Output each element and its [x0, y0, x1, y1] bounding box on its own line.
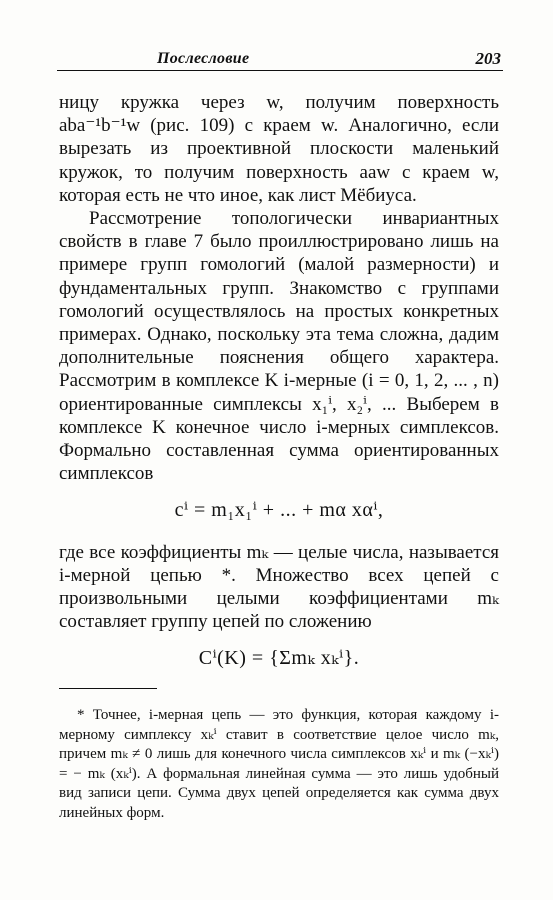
chain-formula: cⁱ = m₁x₁ⁱ + ... + mα xαⁱ,: [174, 499, 384, 522]
footnote-divider: [59, 688, 157, 689]
page-number: 203: [475, 49, 501, 68]
footnote-text: * Точнее, i-мерная цепь — это функция, которая каждому i-мерному симплексу xₖⁱ ставит в соответствие целое число mₖ, причем mₖ ≠ 0 лишь для конечного числа симплексов xₖⁱ и mₖ (−xₖⁱ) = − mₖ (xₖⁱ). А формальная линейная сумма — это лишь удобный вид записи цепи. Сумма двух цепей определяется как сумма двух линейных форм.: [59, 707, 499, 821]
main-text: [59, 91, 499, 671]
page-header: [57, 44, 503, 71]
paragraph-2: Рассмотрение топологически инвариантных свойств в главе 7 было проиллюстрировано лишь на примере групп гомологий (малой размерности) и фундаментальных групп. Знакомство с группами гомологий осуществлялось на простых конкретных примерах. Однако, поскольку эта тема сложна, дадим дополнительные пояснения общего характера. Рассмотрим в комплексе K i-мерные (i = 0, 1, 2, ... , n) ориентированные симплексы x₁ⁱ, x₂ⁱ, ... Выберем в комплексе K конечное число i-мерных симплексов. Формально составленная сумма ориентированных симплексов: [59, 208, 499, 485]
footnote: [59, 706, 499, 823]
paragraph-3: где все коэффициенты mₖ — целые числа, называется i-мерной цепью *. Множество всех цепей с произвольными целыми коэффициентами mₖ составляет группу цепей по сложению: [59, 541, 499, 633]
paragraph-1: ницу кружка через w, получим поверхность aba⁻¹b⁻¹w (рис. 109) с краем w. Аналогично, если вырезать из проективной плоскости маленький кружок, то получим поверхность aaw с краем w, которая есть не что иное, как лист Мёбиуса.: [59, 92, 499, 206]
chain-group-formula: Cⁱ(K) = {Σmₖ xₖⁱ}.: [198, 647, 360, 670]
running-title: Послесловие: [157, 50, 250, 67]
